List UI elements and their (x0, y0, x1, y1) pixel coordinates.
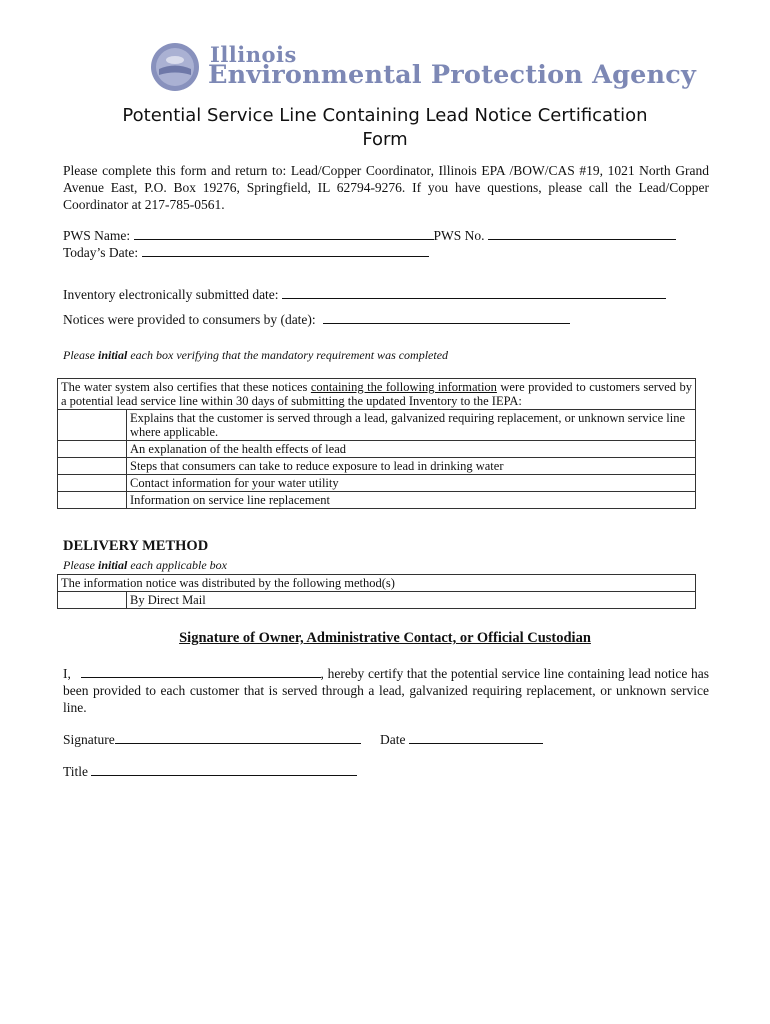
title-row (63, 763, 357, 780)
requirement-text: Contact information for your water utility (127, 475, 696, 492)
requirement-text: Steps that consumers can take to reduce exposure to lead in drinking water (127, 458, 696, 475)
date-row (380, 731, 543, 748)
pws-row (63, 227, 676, 244)
certification-table (57, 378, 696, 509)
delivery-method-option: By Direct Mail (127, 592, 696, 609)
intro-paragraph: Please complete this form and return to: Lead/Copper Coordinator, Illinois EPA /BOW/CAS #19, 1021 North Grand Avenue East, P.O. Box 19276, Springfield, IL 62794-9276. If you have questions, please call the Lead/Copper Coordinator at 217-785-0561. (63, 163, 709, 212)
certifier-name-field[interactable] (81, 665, 321, 678)
todays-date-label: Today’s Date: (63, 245, 139, 260)
agency-seal-logo (150, 42, 200, 92)
initial-instruction (63, 348, 448, 363)
todays-date-row (63, 244, 429, 261)
initial-note-prefix: Please (63, 348, 98, 362)
table-row (58, 441, 696, 458)
requirement-text: Information on service line replacement (127, 492, 696, 509)
delivery-table (57, 574, 696, 609)
notices-date-field[interactable] (323, 311, 570, 324)
delivery-note-suffix: each applicable box (127, 558, 227, 572)
initial-note-emphasis: initial (98, 348, 128, 362)
pws-name-field[interactable] (134, 227, 434, 240)
title-label: Title (63, 764, 89, 779)
table-row (58, 410, 696, 441)
date-label: Date (380, 732, 406, 747)
delivery-header-row (58, 575, 696, 592)
notices-date-label: Notices were provided to consumers by (date): (63, 312, 316, 327)
delivery-table-header: The information notice was distributed by the following method(s) (58, 575, 696, 592)
certification-statement (63, 665, 709, 716)
initial-box[interactable] (58, 592, 127, 609)
agency-name: Environmental Protection Agency (208, 60, 697, 90)
todays-date-field[interactable] (142, 244, 429, 257)
inventory-date-label: Inventory electronically submitted date: (63, 287, 279, 302)
pws-no-label: PWS No. (433, 228, 485, 243)
table-row (58, 492, 696, 509)
certification-header-text: The water system also certifies that these notices (61, 380, 311, 394)
certification-header-underlined: containing the following information (310, 380, 497, 394)
signature-label: Signature (63, 732, 115, 747)
signature-field[interactable] (115, 731, 361, 744)
delivery-instruction (63, 558, 227, 573)
initial-box[interactable] (58, 458, 127, 475)
initial-box[interactable] (58, 410, 127, 441)
certification-header (58, 379, 696, 410)
table-row (58, 592, 696, 609)
agency-state-name: Illinois (210, 42, 297, 67)
initial-box[interactable] (58, 492, 127, 509)
certification-header-text-end: were provided to customers served by a potential lead service line within 30 days of submitting the updated Inventory to the IEPA: (61, 380, 692, 408)
signature-row (63, 731, 361, 748)
delivery-note-emphasis: initial (98, 558, 128, 572)
pws-name-label: PWS Name: (63, 228, 131, 243)
initial-box[interactable] (58, 441, 127, 458)
title-field[interactable] (91, 763, 357, 776)
delivery-method-heading: DELIVERY METHOD (63, 538, 209, 554)
certification-header-row (58, 379, 696, 410)
cert-prefix: I, (63, 666, 71, 681)
requirement-text: An explanation of the health effects of lead (127, 441, 696, 458)
inventory-date-field[interactable] (282, 286, 666, 299)
delivery-note-prefix: Please (63, 558, 98, 572)
notices-date-row (63, 311, 570, 328)
requirement-text: Explains that the customer is served through a lead, galvanized requiring replacement, or unknown service line where applicable. (127, 410, 696, 441)
signature-section-heading: Signature of Owner, Administrative Contact, or Official Custodian (179, 630, 591, 646)
pws-no-field[interactable] (488, 227, 676, 240)
cert-statement-text: , hereby certify that the potential service line containing lead notice has been provided to each customer that is served through a lead, galvanized requiring replacement, or unknown service line. (63, 666, 710, 715)
table-row (58, 458, 696, 475)
form-title (60, 104, 710, 152)
date-field[interactable] (409, 731, 543, 744)
initial-box[interactable] (58, 475, 127, 492)
inventory-date-row (63, 286, 666, 303)
table-row (58, 475, 696, 492)
initial-note-suffix: each box verifying that the mandatory requirement was completed (127, 348, 449, 362)
form-title-line-2: Form (362, 129, 408, 150)
form-title-line-1: Potential Service Line Containing Lead Notice Certification (122, 105, 648, 126)
